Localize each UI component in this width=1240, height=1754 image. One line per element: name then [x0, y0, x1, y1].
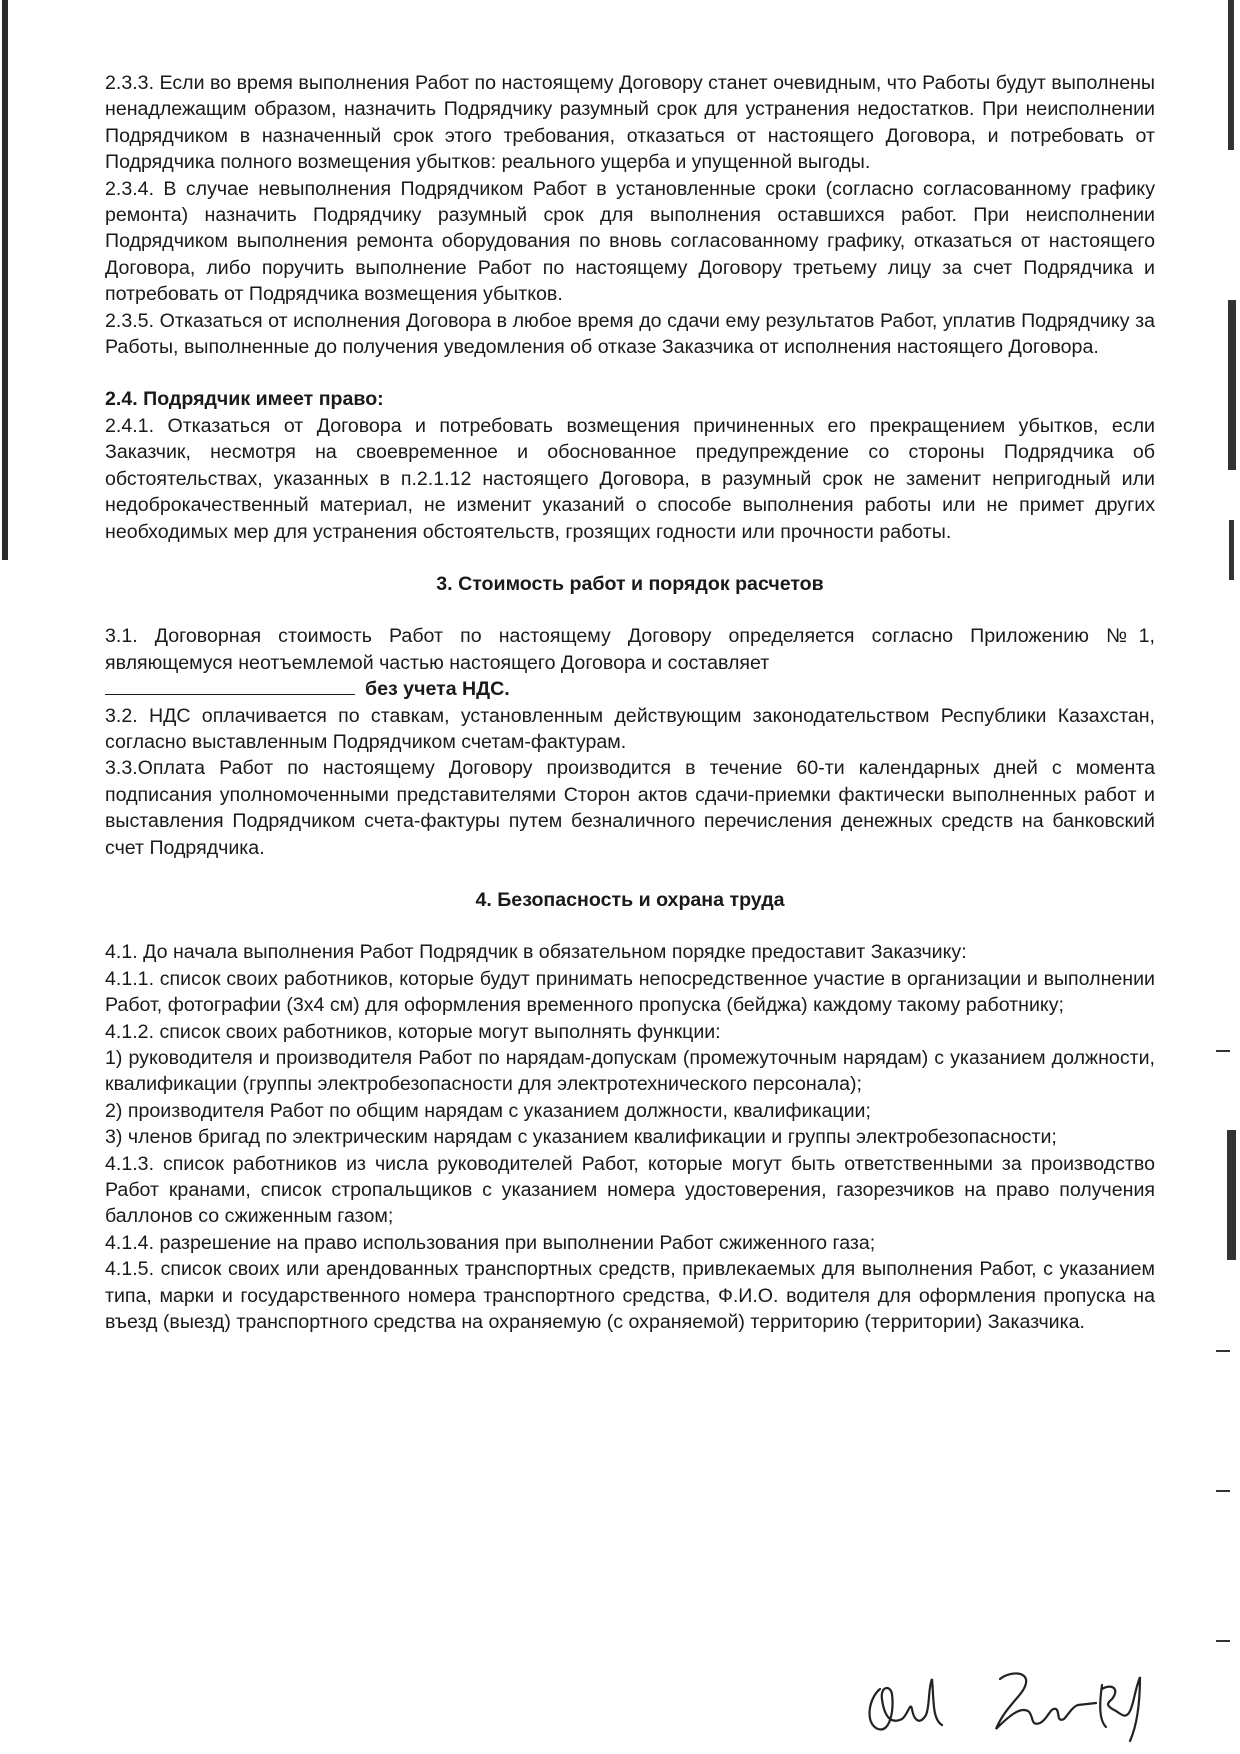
- scan-edge-right-bar-1: [1228, 0, 1234, 150]
- clause-2-4-1: 2.4.1. Отказаться от Договора и потребовать возмещения причиненных его прекращением убытков, если Заказчик, несмотря на своевременное и обоснованное предупреждение со стороны Подрядчика об обстоятельствах, указанных в п.2.1.12 настоящего Договора, в разумный срок не заменит непригодный или недоброкачественный материал, не изменит указаний о способе выполнения работы или не примет других необходимых мер для устранения обстоятельств, грозящих годности или прочности работы.: [105, 414, 1155, 543]
- clause-4-1-2-item-2: 2) производителя Работ по общим нарядам с указанием должности, квалификации;: [105, 1099, 871, 1122]
- clause-3-2: 3.2. НДС оплачивается по ставкам, установленным действующим законодательством Республики Казахстан, согласно выставленным Подрядчиком счетам-фактурам.: [105, 704, 1155, 753]
- clause-2-3-3: 2.3.3. Если во время выполнения Работ по настоящему Договору станет очевидным, что Работы будут выполнены ненадлежащим образом, назначить Подрядчику разумный срок для устранения недостатков. При неисполнении Подрядчиком в назначенный срок этого требования, отказаться от настоящего Договора, и потребовать от Подрядчика полного возмещения убытков: реального ущерба и упущенной выгоды.: [105, 72, 1155, 174]
- clause-4-1-2-item-3: 3) членов бригад по электрическим нарядам с указанием квалификации и группы электробезопасности;: [105, 1126, 1057, 1149]
- clause-3-1-text: 3.1. Договорная стоимость Работ по настоящему Договору определяется согласно Приложению №1, являющемуся неотъемлемой частью настоящего Договора и составляет: [105, 625, 1155, 674]
- scan-edge-left: [2, 0, 8, 560]
- clause-3-1-tail: без учета НДС.: [365, 678, 510, 701]
- clause-4-1-4: 4.1.4. разрешение на право использования при выполнении Работ сжиженного газа;: [105, 1231, 876, 1254]
- signature-1: [870, 1679, 942, 1729]
- scan-edge-right-bar-4: [1227, 1130, 1236, 1260]
- clause-3-1: [105, 623, 1155, 702]
- clause-2-3-4: 2.3.4. В случае невыполнения Подрядчиком Работ в установленные сроки (согласно согласованному графику ремонта) назначить Подрядчику разумный срок для выполнения оставшихся работ. При неисполнении Подрядчиком выполнения ремонта оборудования по вновь согласованному графику, отказаться от настоящего Договора, либо поручить выполнение Работ по настоящему Договору третьему лицу за счет Подрядчика и потребовать от Подрядчика возмещения убытков.: [105, 177, 1155, 306]
- section-4-heading: 4. Безопасность и охрана труда: [475, 888, 785, 911]
- scan-edge-right-tick-4: [1216, 1640, 1230, 1642]
- scan-edge-right-tick-3: [1216, 1490, 1230, 1492]
- signatures: [850, 1649, 1170, 1744]
- scan-edge-right-bar-3: [1229, 520, 1234, 580]
- document-body: [105, 70, 1155, 1335]
- scan-edge-right-tick-1: [1216, 1050, 1230, 1052]
- clause-4-1: 4.1. До начала выполнения Работ Подрядчик в обязательном порядке предоставит Заказчику:: [105, 941, 967, 964]
- clause-4-1-3: 4.1.3. список работников из числа руководителей Работ, которые могут быть ответственными за производство Работ кранами, список стропальщиков с указанием номера удостоверения, газорезчиков на право получения баллонов со сжиженным газом;: [105, 1152, 1155, 1228]
- clause-4-1-2: 4.1.2. список своих работников, которые могут выполнять функции:: [105, 1020, 721, 1043]
- section-3-heading: 3. Стоимость работ и порядок расчетов: [436, 572, 824, 595]
- clause-4-1-1: 4.1.1. список своих работников, которые будут принимать непосредственное участие в организации и выполнении Работ, фотографии (3х4 см) для оформления временного пропуска (бейджа) каждому такому работнику;: [105, 967, 1155, 1017]
- section-2-4-heading: 2.4. Подрядчик имеет право:: [105, 388, 384, 411]
- clause-4-1-2-item-1: 1) руководителя и производителя Работ по нарядам-допускам (промежуточным нарядам) с указанием должности, квалификации (группы электробезопасности для электротехнического персонала);: [105, 1047, 1155, 1096]
- scan-edge-right-bar-2: [1228, 300, 1236, 470]
- scan-edge-right-tick-2: [1216, 1350, 1230, 1352]
- clause-4-1-5: 4.1.5. список своих или арендованных транспортных средств, привлекаемых для выполнения Работ, с указанием типа, марки и государственного номера транспортного средства, Ф.И.О. водителя для оформления пропуска на въезд (выезд) транспортного средства на охраняемую (с охраняемой) территорию (территории) Заказчика.: [105, 1258, 1155, 1334]
- amount-blank-line: [105, 676, 355, 695]
- clause-3-3: 3.3.Оплата Работ по настоящему Договору производится в течение 60-ти календарных дней с момента подписания уполномоченными представителями Сторон актов сдачи-приемки фактически выполненных работ и выставления Подрядчиком счета-фактуры путем безналичного перечисления денежных средств на банковский счет Подрядчика.: [105, 757, 1155, 859]
- clause-2-3-5: 2.3.5. Отказаться от исполнения Договора в любое время до сдачи ему результатов Работ, уплатив Подрядчику за Работы, выполненные до получения уведомления об отказе Заказчика от исполнения настоящего Договора.: [105, 309, 1155, 359]
- signature-2: [996, 1673, 1140, 1741]
